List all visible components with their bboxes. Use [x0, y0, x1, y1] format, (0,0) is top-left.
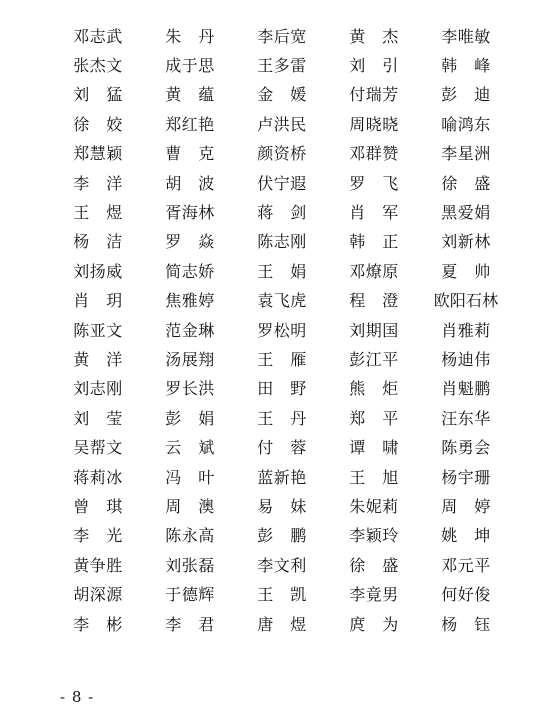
name-entry: 庹 为	[349, 614, 399, 634]
name-entry: 陈志刚	[257, 232, 307, 252]
name-entry: 王多雷	[257, 56, 307, 76]
name-entry: 杨宇珊	[441, 467, 491, 487]
name-entry: 李 洋	[73, 173, 123, 193]
name-entry: 刘期国	[349, 320, 399, 340]
name-entry: 彭 迪	[441, 85, 491, 105]
name-entry: 曹 克	[165, 144, 215, 164]
name-entry: 朱妮莉	[349, 496, 399, 516]
name-entry: 简志娇	[165, 261, 215, 281]
name-entry: 邓燎原	[349, 261, 399, 281]
name-entry: 李 君	[165, 614, 215, 634]
name-entry: 黄 蕴	[165, 85, 215, 105]
name-entry: 王 雁	[257, 349, 307, 369]
name-entry: 肖 玥	[73, 291, 123, 311]
name-entry: 姚 坤	[441, 526, 491, 546]
name-entry: 李星洲	[441, 144, 491, 164]
page-number: - 8 -	[60, 688, 95, 706]
name-entry: 汤展翔	[165, 349, 215, 369]
name-entry: 刘张磊	[165, 555, 215, 575]
name-entry: 付 蓉	[257, 438, 307, 458]
name-entry: 于德辉	[165, 585, 215, 605]
name-entry: 彭江平	[349, 349, 399, 369]
name-entry: 喻鸿东	[441, 114, 491, 134]
name-entry: 李后宽	[257, 26, 307, 46]
name-entry: 胡 波	[165, 173, 215, 193]
name-entry: 田 野	[257, 379, 307, 399]
name-entry: 冯 叶	[165, 467, 215, 487]
name-entry: 郑红艳	[165, 114, 215, 134]
name-entry: 王 丹	[257, 408, 307, 428]
name-entry: 徐 姣	[73, 114, 123, 134]
name-entry: 刘 莹	[73, 408, 123, 428]
name-entry: 罗 焱	[165, 232, 215, 252]
name-entry: 伏宁遐	[257, 173, 307, 193]
name-entry: 曾 琪	[73, 496, 123, 516]
name-entry: 朱 丹	[165, 26, 215, 46]
name-entry: 卢洪民	[257, 114, 307, 134]
name-entry: 李 彬	[73, 614, 123, 634]
name-entry: 陈勇会	[441, 438, 491, 458]
name-entry: 张杰文	[73, 56, 123, 76]
name-entry: 刘 引	[349, 56, 399, 76]
name-entry: 王 娟	[257, 261, 307, 281]
name-entry: 黑爱娟	[441, 203, 491, 223]
name-entry: 汪东华	[441, 408, 491, 428]
name-entry: 彭 鹏	[257, 526, 307, 546]
name-entry: 郑慧颖	[73, 144, 123, 164]
name-entry: 蒋 剑	[257, 203, 307, 223]
name-entry: 胥海林	[165, 203, 215, 223]
name-entry: 谭 啸	[349, 438, 399, 458]
name-entry: 易 妹	[257, 496, 307, 516]
name-entry: 罗松明	[257, 320, 307, 340]
name-entry: 成于思	[165, 56, 215, 76]
name-entry: 李 光	[73, 526, 123, 546]
name-entry: 邓志武	[73, 26, 123, 46]
name-entry: 陈永高	[165, 526, 215, 546]
name-entry: 郑 平	[349, 408, 399, 428]
name-entry: 程 澄	[349, 291, 399, 311]
name-entry: 蓝新艳	[257, 467, 307, 487]
name-entry: 李文利	[257, 555, 307, 575]
name-entry: 徐 盛	[349, 555, 399, 575]
name-entry: 陈亚文	[73, 320, 123, 340]
name-entry: 周 婷	[441, 496, 491, 516]
name-entry: 金 媛	[257, 85, 307, 105]
name-entry: 夏 帅	[441, 261, 491, 281]
name-entry: 杨 钰	[441, 614, 491, 634]
name-entry: 焦雅婷	[165, 291, 215, 311]
name-entry: 熊 炬	[349, 379, 399, 399]
name-entry: 王 旭	[349, 467, 399, 487]
name-entry: 黄 洋	[73, 349, 123, 369]
name-list-grid	[52, 22, 512, 639]
name-entry: 胡深源	[73, 585, 123, 605]
name-entry: 彭 娟	[165, 408, 215, 428]
name-entry: 肖 军	[349, 203, 399, 223]
name-entry: 韩 峰	[441, 56, 491, 76]
name-entry: 范金琳	[165, 320, 215, 340]
name-entry: 颜资桥	[257, 144, 307, 164]
name-entry: 周 澳	[165, 496, 215, 516]
name-entry: 罗长洪	[165, 379, 215, 399]
name-entry: 韩 正	[349, 232, 399, 252]
name-entry: 黄争胜	[73, 555, 123, 575]
name-entry: 王 凯	[257, 585, 307, 605]
name-entry: 黄 杰	[349, 26, 399, 46]
name-entry: 袁飞虎	[257, 291, 307, 311]
name-entry: 李颖玲	[349, 526, 399, 546]
name-entry: 邓群赞	[349, 144, 399, 164]
name-entry: 云 斌	[165, 438, 215, 458]
name-entry: 肖雅莉	[441, 320, 491, 340]
name-entry: 刘新林	[441, 232, 491, 252]
name-entry: 何好俊	[441, 585, 491, 605]
name-entry: 刘 猛	[73, 85, 123, 105]
name-entry: 吴帮文	[73, 438, 123, 458]
name-entry: 周晓晓	[349, 114, 399, 134]
name-entry: 欧阳石林	[433, 291, 499, 311]
name-entry: 付瑞芳	[349, 85, 399, 105]
name-entry: 杨 洁	[73, 232, 123, 252]
name-entry: 王 煜	[73, 203, 123, 223]
name-entry: 杨迪伟	[441, 349, 491, 369]
name-entry: 邓元平	[441, 555, 491, 575]
name-entry: 肖魁鹏	[441, 379, 491, 399]
name-entry: 刘扬威	[73, 261, 123, 281]
name-entry: 蒋莉冰	[73, 467, 123, 487]
name-entry: 徐 盛	[441, 173, 491, 193]
name-entry: 刘志刚	[73, 379, 123, 399]
name-entry: 罗 飞	[349, 173, 399, 193]
name-entry: 唐 煜	[257, 614, 307, 634]
name-entry: 李唯敏	[441, 26, 491, 46]
name-entry: 李竟男	[349, 585, 399, 605]
